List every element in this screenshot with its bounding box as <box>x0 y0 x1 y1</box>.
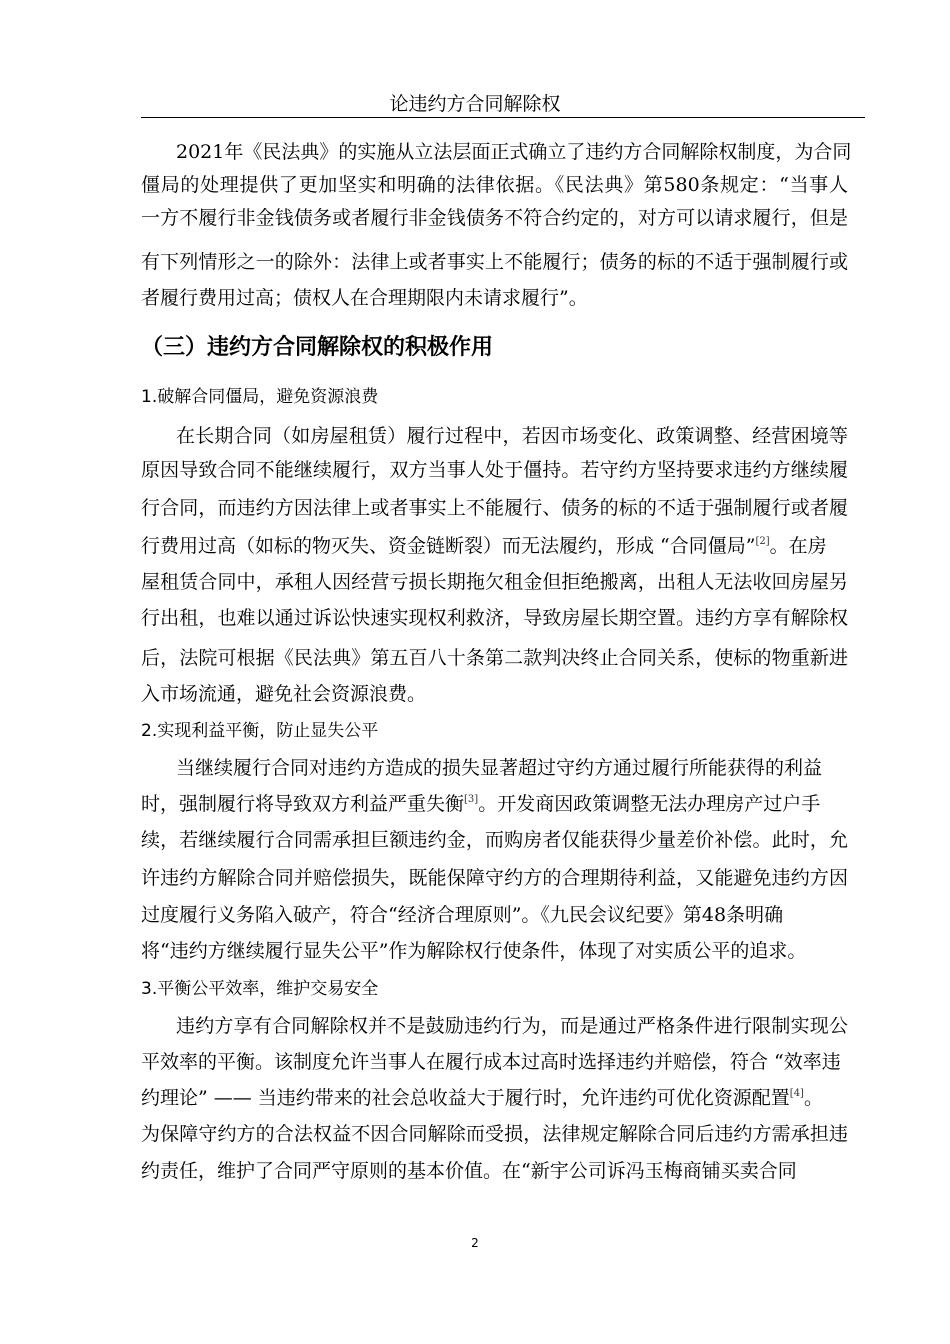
text-segment: 行费用过高（如标的物灭失、资金链断裂）而无法履约，形成 “合同僵局” <box>141 535 756 557</box>
subsection-heading: 3.平衡公平效率，维护交易安全 <box>141 979 379 999</box>
citation-ref: [2] <box>755 536 770 547</box>
page-number: 2 <box>471 1236 479 1250</box>
text-line: 过度履行义务陷入破产，符合“经济合理原则”。《九民会议纪要》第48条明确 <box>141 904 784 926</box>
header-divider <box>141 117 865 118</box>
text-line: 在长期合同（如房屋租赁）履行过程中，若因市场变化、政策调整、经营困境等 <box>176 425 848 447</box>
text-line-with-citation <box>141 534 827 558</box>
citation-ref: [3] <box>464 794 479 805</box>
text-line: 为保障守约方的合法权益不因合同解除而受损，法律规定解除合同后违约方需承担违 <box>141 1123 848 1145</box>
text-segment: 时，强制履行将导致双方利益严重失衡 <box>141 793 465 815</box>
text-line: 入市场流通，避免社会资源浪费。 <box>141 683 427 705</box>
text-line: 屋租赁合同中，承租人因经营亏损长期拖欠租金但拒绝搬离，出租人无法收回房屋另 <box>141 571 848 593</box>
text-segment: 。开发商因政策调整无法办理房产过户手 <box>478 793 821 815</box>
text-line: 僵局的处理提供了更加坚实和明确的法律依据。《民法典》第580条规定：“当事人 <box>141 174 848 196</box>
text-segment: 。 <box>803 1087 823 1109</box>
text-line: 原因导致合同不能继续履行，双方当事人处于僵持。若守约方坚持要求违约方继续履 <box>141 459 848 481</box>
text-line: 当继续履行合同对违约方造成的损失显著超过守约方通过履行所能获得的利益 <box>176 757 823 779</box>
text-segment: 约理论” —— 当违约带来的社会总收益大于履行时，允许违约可优化资源配置 <box>141 1087 790 1109</box>
text-line: 行合同，而违约方因法律上或者事实上不能履行、债务的标的不适于强制履行或者履 <box>141 497 848 519</box>
text-line: 违约方享有合同解除权并不是鼓励违约行为，而是通过严格条件进行限制实现公 <box>176 1015 848 1037</box>
subsection-heading: 2.实现利益平衡，防止显失公平 <box>141 721 379 741</box>
section-heading: （三）违约方合同解除权的积极作用 <box>141 335 494 360</box>
text-line-with-citation <box>141 792 820 816</box>
text-line: 一方不履行非金钱债务或者履行非金钱债务不符合约定的，对方可以请求履行，但是 <box>141 207 848 229</box>
text-line: 后，法院可根据《民法典》第五百八十条第二款判决终止合同关系，使标的物重新进 <box>141 647 848 669</box>
citation-ref: [4] <box>789 1088 804 1099</box>
text-line: 约责任，维护了合同严守原则的基本价值。在“新宇公司诉冯玉梅商铺买卖合同 <box>141 1160 797 1182</box>
text-line-with-citation <box>141 1086 823 1110</box>
text-line: 有下列情形之一的除外：法律上或者事实上不能履行；债务的标的不适于强制履行或 <box>141 251 848 273</box>
text-segment: 。在房 <box>769 535 827 557</box>
text-line: 许违约方解除合同并赔偿损失，既能保障守约方的合理期待利益，又能避免违约方因 <box>141 867 848 889</box>
text-line: 2021年《民法典》的实施从立法层面正式确立了违约方合同解除权制度，为合同 <box>176 141 852 163</box>
text-line: 续，若继续履行合同需承担巨额违约金，而购房者仅能获得少量差价补偿。此时，允 <box>141 829 848 851</box>
text-line: 行出租，也难以通过诉讼快速实现权利救济，导致房屋长期空置。违约方享有解除权 <box>141 607 848 629</box>
text-line: 将“违约方继续履行显失公平”作为解除权行使条件，体现了对实质公平的追求。 <box>141 940 807 962</box>
subsection-heading: 1.破解合同僵局，避免资源浪费 <box>141 387 379 407</box>
running-header-title: 论违约方合同解除权 <box>389 93 561 115</box>
text-line: 平效率的平衡。该制度允许当事人在履行成本过高时选择违约并赔偿，符合 “效率违 <box>141 1051 841 1073</box>
text-line: 者履行费用过高；债权人在合理期限内未请求履行”。 <box>141 287 588 309</box>
